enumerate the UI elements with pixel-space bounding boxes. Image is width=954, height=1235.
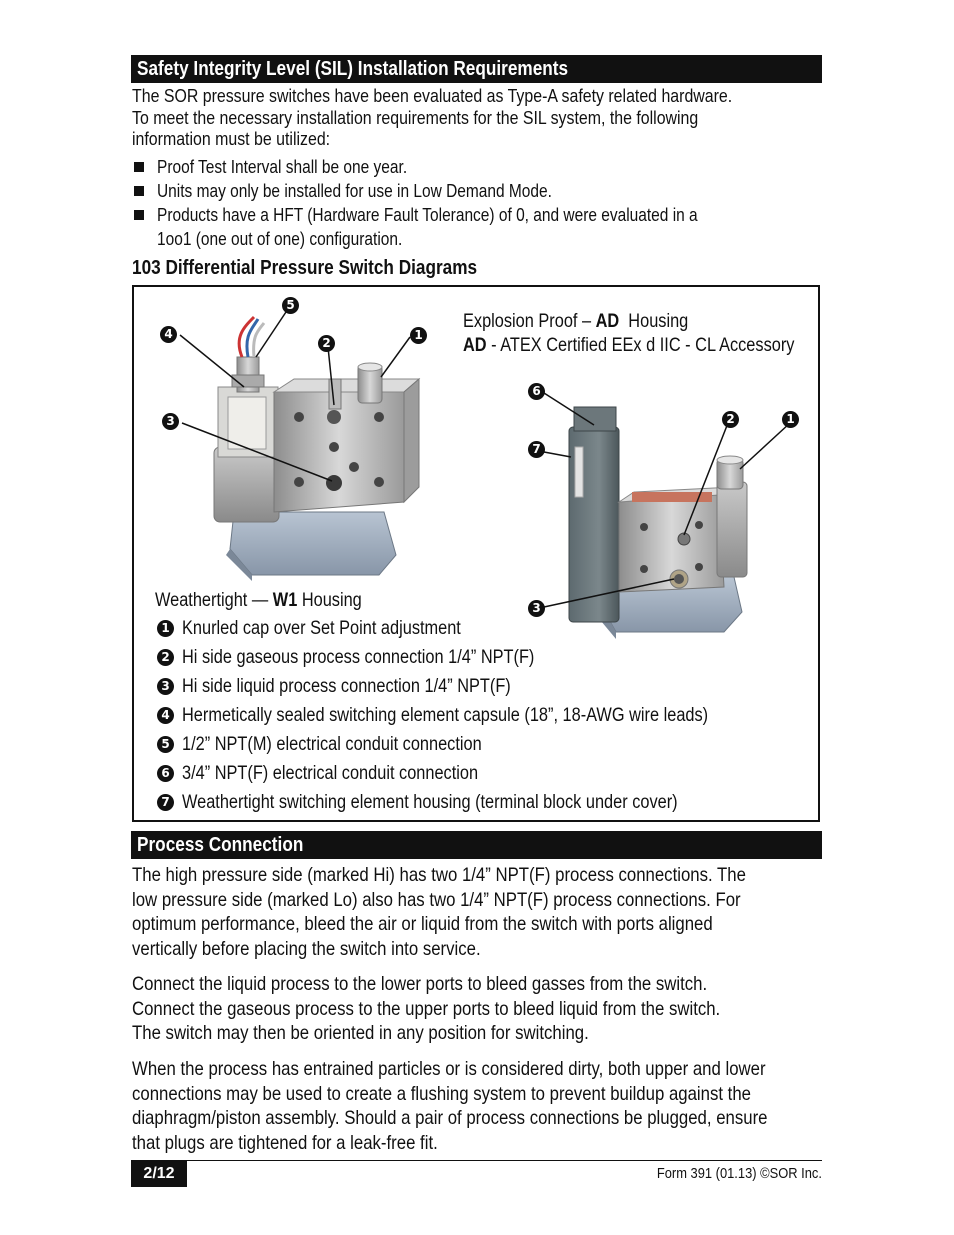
callout-6: 6 (157, 765, 174, 782)
process-heading: Process Connection (137, 834, 304, 856)
callout-2: 2 (157, 649, 174, 666)
legend-item: 5 1/2” NPT(M) electrical conduit connection (157, 733, 530, 757)
callout-5: 5 (282, 297, 299, 314)
callout-2: 2 (318, 335, 335, 352)
legend-item: 4 Hermetically sealed switching element capsule (18”, 18-AWG wire leads) (157, 704, 794, 728)
square-bullet-icon (134, 186, 144, 196)
callout-7: 7 (528, 441, 545, 458)
legend-item: 6 3/4” NPT(F) electrical conduit connection (157, 762, 526, 786)
callout-5: 5 (157, 736, 174, 753)
callout-4: 4 (157, 707, 174, 724)
form-number: Form 391 (01.13) ©SOR Inc. (656, 1165, 822, 1182)
callout-2: 2 (722, 411, 739, 428)
footer-rule (131, 1160, 822, 1161)
legend-item: 7 Weathertight switching element housing (terminal block under cover) (157, 791, 758, 815)
process-paragraph: The high pressure side (marked Hi) has two 1/4” NPT(F) process connections. The low pressure side (marked Lo) also has two 1/4” NPT(F) process connections. For optimum performance, bleed the air or liquid from the switch with ports aligned vertically before placing the switch into service. (132, 864, 746, 960)
page-number: 2/12 (131, 1160, 187, 1187)
sil-heading: Safety Integrity Level (SIL) Installation Requirements (137, 58, 569, 80)
process-paragraph: When the process has entrained particles or is considered dirty, both upper and lower connections may be used to create a flushing system to prevent buildup against the diaphragm/piston assembly. Should a pair of process connections be plugged, ensure that plugs are tightened for a leak-free fit. (132, 1058, 768, 1154)
square-bullet-icon (134, 162, 144, 172)
callout-3: 3 (157, 678, 174, 695)
callout-3: 3 (528, 600, 545, 617)
legend-item: 2 Hi side gaseous process connection 1/4” NPT(F) (157, 646, 592, 670)
process-heading-bar (131, 831, 822, 859)
callout-3: 3 (162, 413, 179, 430)
callout-7: 7 (157, 794, 174, 811)
legend-item: 1 Knurled cap over Set Point adjustment (157, 617, 506, 641)
sil-intro (132, 85, 830, 150)
ad-accessory-title: AD - ATEX Certified EEx d IIC - CL Accessory (463, 335, 795, 356)
diagram-box (132, 285, 820, 822)
callout-1: 1 (157, 620, 174, 637)
process-paragraph: Connect the liquid process to the lower ports to bleed gasses from the switch. Connect the gaseous process to the upper ports to bleed liquid from the switch. The switch may then be oriented in any position for switching. (132, 973, 721, 1044)
square-bullet-icon (134, 210, 144, 220)
ad-housing-title: Explosion Proof – AD Housing (463, 311, 689, 332)
diagrams-heading: 103 Differential Pressure Switch Diagrams (132, 257, 478, 279)
callout-1: 1 (782, 411, 799, 428)
sil-heading-bar (131, 55, 822, 83)
callout-6: 6 (528, 383, 545, 400)
callout-1: 1 (410, 327, 427, 344)
w1-housing-title: Weathertight — W1 Housing (155, 590, 362, 611)
callout-4: 4 (160, 326, 177, 343)
sil-intro-line: To meet the necessary installation requirements for the SIL system, the following (132, 106, 699, 128)
legend-item: 3 Hi side liquid process connection 1/4” NPT(F) (157, 675, 564, 699)
sil-intro-line: The SOR pressure switches have been evaluated as Type-A safety related hardware. (132, 85, 733, 106)
sil-intro-line: information must be utilized: (132, 128, 331, 149)
